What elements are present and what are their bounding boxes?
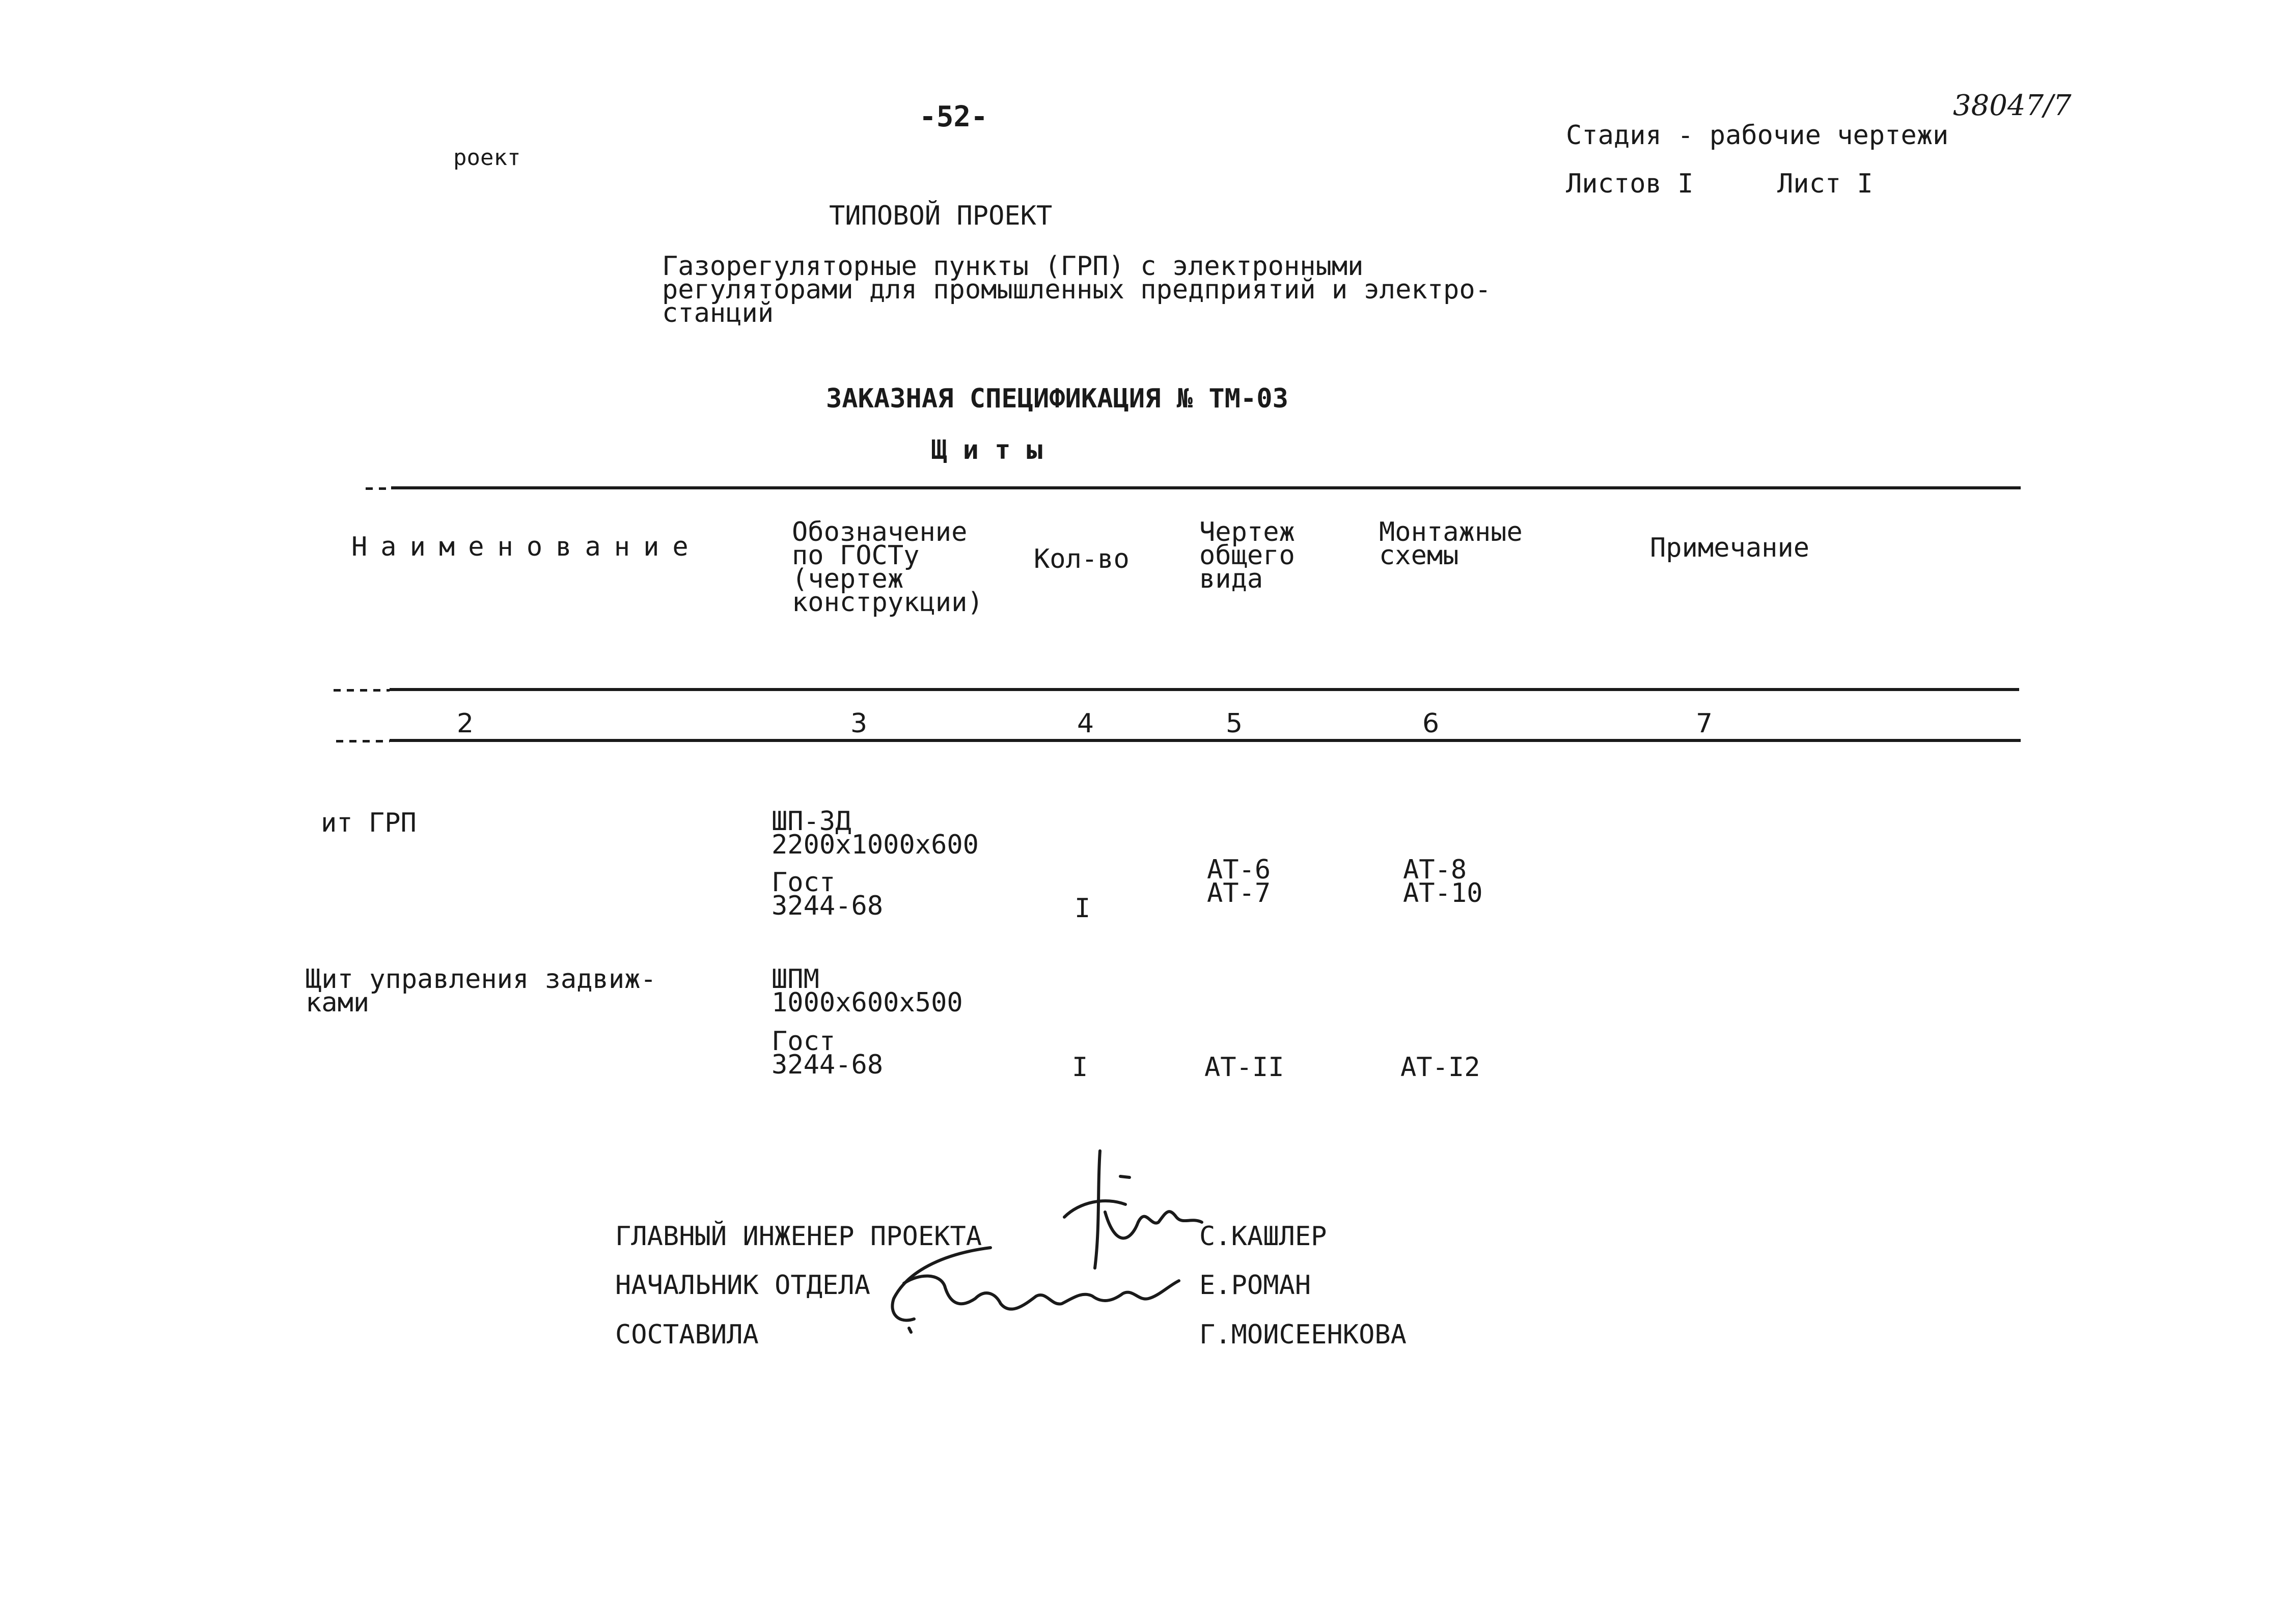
numbers-bottom-rule-dash xyxy=(336,740,390,742)
header-note: Примечание xyxy=(1650,533,1810,563)
column-number: 5 xyxy=(1226,708,1243,739)
signature-name: Г.МОИСЕЕНКОВА xyxy=(1199,1319,1407,1350)
signature-role: НАЧАЛЬНИК ОТДЕЛА xyxy=(615,1270,870,1301)
table-top-rule-dash xyxy=(366,487,391,490)
header-qty: Кол-во xyxy=(1034,544,1130,574)
row1-designation-b: Гост 3244-68 xyxy=(772,867,884,921)
row2-qty: I xyxy=(1072,1052,1088,1083)
table-top-rule xyxy=(391,486,2021,489)
row2-designation-a: ШПМ 1000х600х500 xyxy=(772,964,963,1018)
signature-name: Е.РОМАН xyxy=(1199,1270,1311,1301)
page-number: -52- xyxy=(919,100,988,133)
header-bottom-rule xyxy=(390,688,2019,691)
spec-title: ЗАКАЗНАЯ СПЕЦИФИКАЦИЯ № ТМ-03 xyxy=(826,383,1288,414)
header-drawing: Чертеж общего вида xyxy=(1199,517,1295,594)
header-schemes: Монтажные схемы xyxy=(1379,517,1523,571)
signature-role: СОСТАВИЛА xyxy=(615,1319,759,1350)
row1-schemes: АТ-8 АТ-10 xyxy=(1403,855,1483,909)
section-title: Щ и т ы xyxy=(931,435,1043,465)
row2-name: Щит управления задвиж- ками xyxy=(306,964,656,1018)
sheet-number: Лист I xyxy=(1777,169,1873,199)
signature-roman xyxy=(873,1237,1189,1339)
column-number: 6 xyxy=(1422,708,1440,739)
header-designation: Обозначение по ГОСТу (чертеж конструкции) xyxy=(792,517,983,618)
column-number: 4 xyxy=(1077,708,1094,739)
column-number: 2 xyxy=(457,708,474,739)
signature-name: С.КАШЛЕР xyxy=(1199,1221,1327,1252)
row1-drawing: АТ-6 АТ-7 xyxy=(1207,855,1271,909)
sheets-count: Листов I xyxy=(1566,169,1694,199)
header-name: Наименование xyxy=(351,532,702,562)
header-bottom-rule-dash xyxy=(334,689,390,692)
row1-name: ит ГРП xyxy=(321,808,417,838)
corner-note: роект xyxy=(453,145,521,171)
column-number: 7 xyxy=(1696,708,1713,739)
signature-role: ГЛАВНЫЙ ИНЖЕНЕР ПРОЕКТА xyxy=(615,1221,982,1252)
row2-drawing: АТ-II xyxy=(1204,1052,1284,1083)
numbers-bottom-rule xyxy=(390,739,2021,742)
archive-number: 38047/7 xyxy=(1953,89,2072,122)
project-type: ТИПОВОЙ ПРОЕКТ xyxy=(829,201,1053,231)
row2-schemes: АТ-I2 xyxy=(1400,1052,1480,1083)
row2-designation-b: Гост 3244-68 xyxy=(772,1026,884,1080)
row1-designation-a: ШП-3Д 2200х1000х600 xyxy=(772,806,979,860)
project-title: Газорегуляторные пункты (ГРП) с электронными регуляторами для промышленных предприятий и электро- станций xyxy=(662,251,1491,328)
stage-label: Стадия - рабочие чертежи xyxy=(1566,120,1949,151)
row1-qty: I xyxy=(1075,893,1091,924)
column-number: 3 xyxy=(850,708,868,739)
